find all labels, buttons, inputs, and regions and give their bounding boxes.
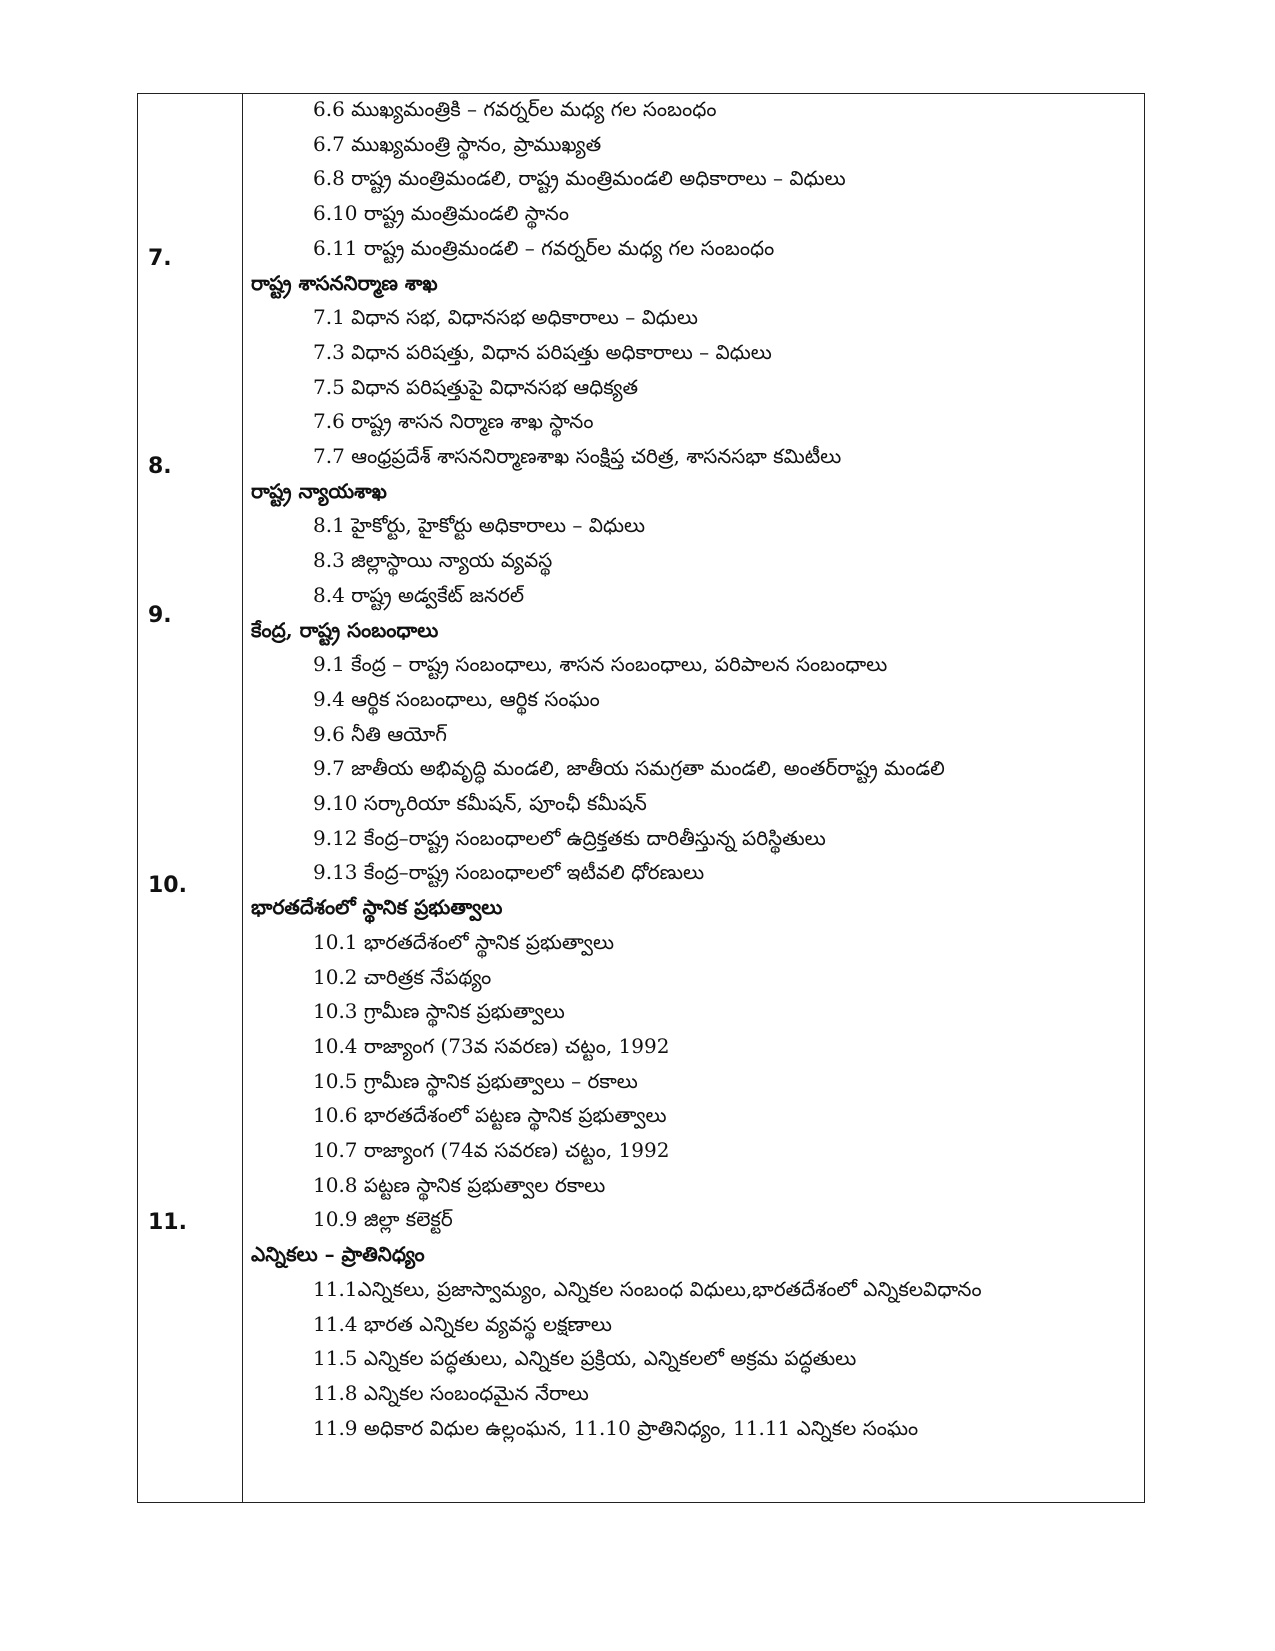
section-number-7: 7. bbox=[148, 246, 172, 271]
column-divider bbox=[242, 94, 243, 1502]
topic-item: 7.5 విధాన పరిషత్తుపై విధానసభ ఆధిక్యత bbox=[313, 374, 639, 399]
topic-item: 6.7 ముఖ్యమంత్రి స్థానం, ప్రాముఖ్యత bbox=[313, 131, 602, 156]
topic-item: 6.6 ముఖ్యమంత్రికి – గవర్నర్‌ల మధ్య గల సంబంధం bbox=[313, 97, 717, 121]
topic-item: 11.9 అధికార విధుల ఉల్లంఘన, 11.10 ప్రాతినిధ్యం, 11.11 ఎన్నికల సంఘం bbox=[313, 1415, 919, 1440]
topic-item: 10.8 పట్టణ స్థానిక ప్రభుత్వాల రకాలు bbox=[313, 1172, 606, 1197]
section-number-9: 9. bbox=[148, 603, 172, 628]
topic-item: 7.3 విధాన పరిషత్తు, విధాన పరిషత్తు అధికారాలు – విధులు bbox=[313, 339, 772, 364]
section-heading: కేంద్ర, రాష్ట్ర సంబంధాలు bbox=[251, 617, 439, 642]
section-number-10: 10. bbox=[148, 873, 187, 898]
section-heading: రాష్ట్ర శాసననిర్మాణ శాఖ bbox=[251, 270, 438, 295]
section-heading: భారతదేశంలో స్థానిక ప్రభుత్వాలు bbox=[251, 895, 503, 920]
topic-item: 9.6 నీతి ఆయోగ్ bbox=[313, 721, 447, 746]
topic-item: 11.8 ఎన్నికల సంబంధమైన నేరాలు bbox=[313, 1380, 589, 1405]
topic-item: 6.10 రాష్ట్ర మంత్రిమండలి స్థానం bbox=[313, 201, 569, 226]
topic-item: 7.7 ఆంధ్రప్రదేశ్ శాసననిర్మాణశాఖ సంక్షిప్త చరిత్ర, శాసనసభా కమిటీలు bbox=[313, 444, 842, 468]
topic-item: 10.3 గ్రామీణ స్థానిక ప్రభుత్వాలు bbox=[313, 999, 565, 1024]
section-heading: రాష్ట్ర న్యాయశాఖ bbox=[251, 478, 387, 503]
topic-item: 10.5 గ్రామీణ స్థానిక ప్రభుత్వాలు – రకాలు bbox=[313, 1068, 638, 1093]
topic-item: 10.7 రాజ్యాంగ (74వ సవరణ) చట్టం, 1992 bbox=[313, 1138, 670, 1162]
section-number-8: 8. bbox=[148, 454, 172, 479]
topic-item: 10.2 చారిత్రక నేపథ్యం bbox=[313, 964, 492, 989]
topic-item: 9.13 కేంద్ర–రాష్ట్ర సంబంధాలలో ఇటీవలి ధోరణులు bbox=[313, 860, 705, 885]
topic-item: 11.4 భారత ఎన్నికల వ్యవస్థ లక్షణాలు bbox=[313, 1311, 612, 1336]
section-number-11: 11. bbox=[148, 1210, 187, 1235]
topic-item: 9.12 కేంద్ర–రాష్ట్ర సంబంధాలలో ఉద్రిక్తతకు దారితీస్తున్న పరిస్థితులు bbox=[313, 825, 826, 850]
topic-item: 9.4 ఆర్థిక సంబంధాలు, ఆర్థిక సంఘం bbox=[313, 686, 600, 711]
syllabus-table bbox=[137, 93, 1145, 1503]
topic-item: 10.1 భారతదేశంలో స్థానిక ప్రభుత్వాలు bbox=[313, 929, 615, 954]
topic-item: 10.9 జిల్లా కలెక్టర్ bbox=[313, 1207, 453, 1232]
topic-item: 8.4 రాష్ట్ర అడ్వకేట్ జనరల్ bbox=[313, 582, 525, 607]
section-heading: ఎన్నికలు – ప్రాతినిధ్యం bbox=[251, 1242, 425, 1267]
topic-item: 6.11 రాష్ట్ర మంత్రిమండలి – గవర్నర్‌ల మధ్య గల సంబంధం bbox=[313, 235, 775, 260]
topic-item: 8.3 జిల్లాస్థాయి న్యాయ వ్యవస్థ bbox=[313, 548, 553, 573]
topic-item: 9.1 కేంద్ర – రాష్ట్ర సంబంధాలు, శాసన సంబంధాలు, పరిపాలన సంబంధాలు bbox=[313, 652, 888, 677]
topic-item: 6.8 రాష్ట్ర మంత్రిమండలి, రాష్ట్ర మంత్రిమండలి అధికారాలు – విధులు bbox=[313, 166, 846, 191]
topic-item: 9.10 సర్కారియా కమీషన్, పూంఛీ కమీషన్ bbox=[313, 791, 647, 815]
topic-item: 10.6 భారతదేశంలో పట్టణ స్థానిక ప్రభుత్వాలు bbox=[313, 1103, 667, 1128]
topic-item: 11.1ఎన్నికలు, ప్రజాస్వామ్యం, ఎన్నికల సంబంధ విధులు,భారతదేశంలో ఎన్నికలవిధానం bbox=[313, 1276, 982, 1301]
topic-item: 7.1 విధాన సభ, విధానసభ అధికారాలు – విధులు bbox=[313, 305, 698, 330]
topic-item: 11.5 ఎన్నికల పద్ధతులు, ఎన్నికల ప్రక్రియ, ఎన్నికలలో అక్రమ పద్ధతులు bbox=[313, 1346, 857, 1371]
topic-item: 10.4 రాజ్యాంగ (73వ సవరణ) చట్టం, 1992 bbox=[313, 1033, 670, 1058]
topic-item: 9.7 జాతీయ అభివృద్ధి మండలి, జాతీయ సమగ్రతా మండలి, అంతర్‌రాష్ట్ర మండలి bbox=[313, 756, 945, 781]
topic-item: 7.6 రాష్ట్ర శాసన నిర్మాణ శాఖ స్థానం bbox=[313, 409, 594, 434]
topic-item: 8.1 హైకోర్టు, హైకోర్టు అధికారాలు – విధులు bbox=[313, 513, 646, 538]
